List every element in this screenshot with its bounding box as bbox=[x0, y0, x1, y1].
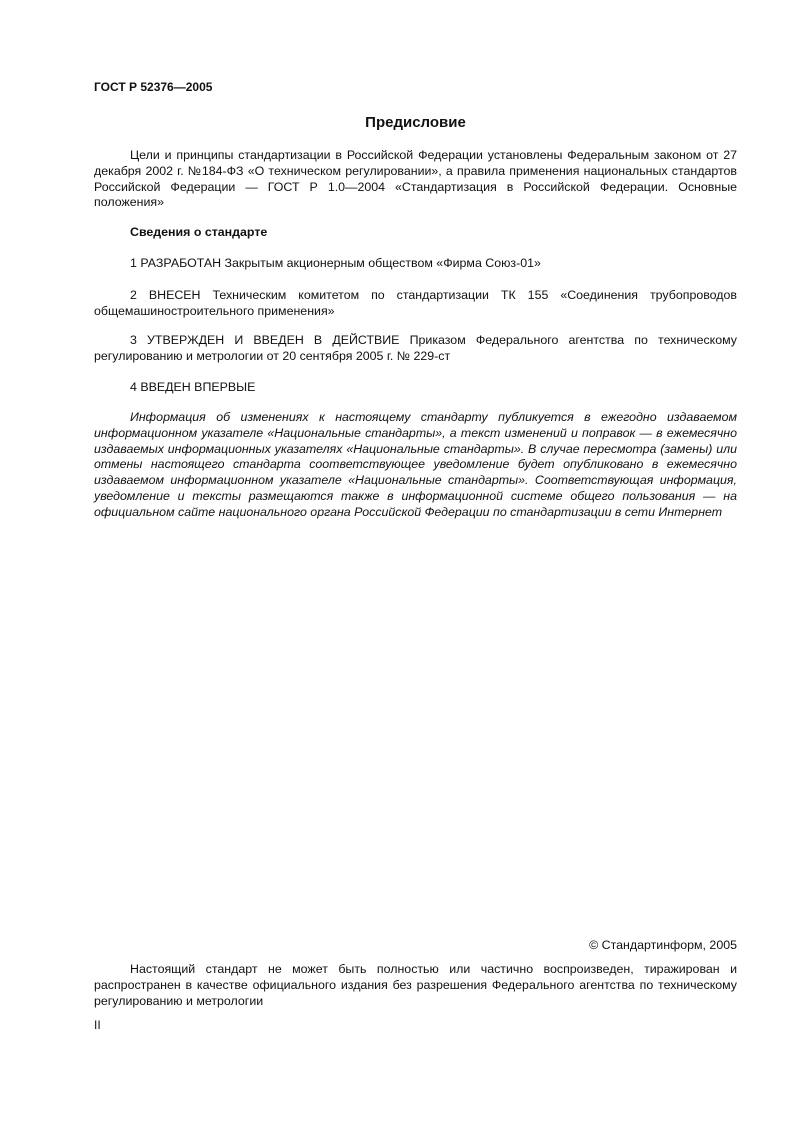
intro-paragraph: Цели и принципы стандартизации в Российской Федерации установлены Федеральным законом от 27 декабря 2002 г. №184-ФЗ «О техническом регулировании», а правила применения национальных стандартов Российской Федерации — ГОСТ Р 1.0—2004 «Стандартизация в Российской Федерации. Основные положения» bbox=[94, 148, 737, 210]
document-code: ГОСТ Р 52376—2005 bbox=[94, 80, 213, 94]
change-info-paragraph: Информация об изменениях к настоящему стандарту публикуется в ежегодно издаваемом информационном указателе «Национальные стандарты», а текст изменений и поправок — в ежемесячно издаваемых информационных указателях «Национальные стандарты». В случае пересмотра (замены) или отмены настоящего стандарта соответствующее уведомление будет опубликовано в ежемесячно издаваемом информационном указателе «Национальные стандарты». Соответствующая информация, уведомление и тексты размещаются также в информационной системе общего пользования — на официальном сайте национального органа Российской Федерации по стандартизации в сети Интернет bbox=[94, 410, 737, 519]
page-number: II bbox=[94, 1018, 101, 1032]
page-title: Предисловие bbox=[365, 114, 466, 131]
about-standard-heading: Сведения о стандарте bbox=[130, 225, 268, 239]
item-first-introduced: 4 ВВЕДЕН ВПЕРВЫЕ bbox=[130, 380, 256, 394]
copyright-notice: © Стандартинформ, 2005 bbox=[589, 938, 737, 952]
item-developed: 1 РАЗРАБОТАН Закрытым акционерным обществом «Фирма Союз-01» bbox=[130, 256, 541, 270]
reproduction-notice: Настоящий стандарт не может быть полностью или частично воспроизведен, тиражирован и распространен в качестве официального издания без разрешения Федерального агентства по техническому регулированию и метрологии bbox=[94, 962, 737, 1008]
item-introduced: 2 ВНЕСЕН Техническим комитетом по стандартизации ТК 155 «Соединения трубопроводов общемашиностроительного применения» bbox=[94, 288, 737, 318]
item-approved: 3 УТВЕРЖДЕН И ВВЕДЕН В ДЕЙСТВИЕ Приказом Федерального агентства по техническому регулированию и метрологии от 20 сентября 2005 г. № 229-ст bbox=[94, 333, 737, 363]
